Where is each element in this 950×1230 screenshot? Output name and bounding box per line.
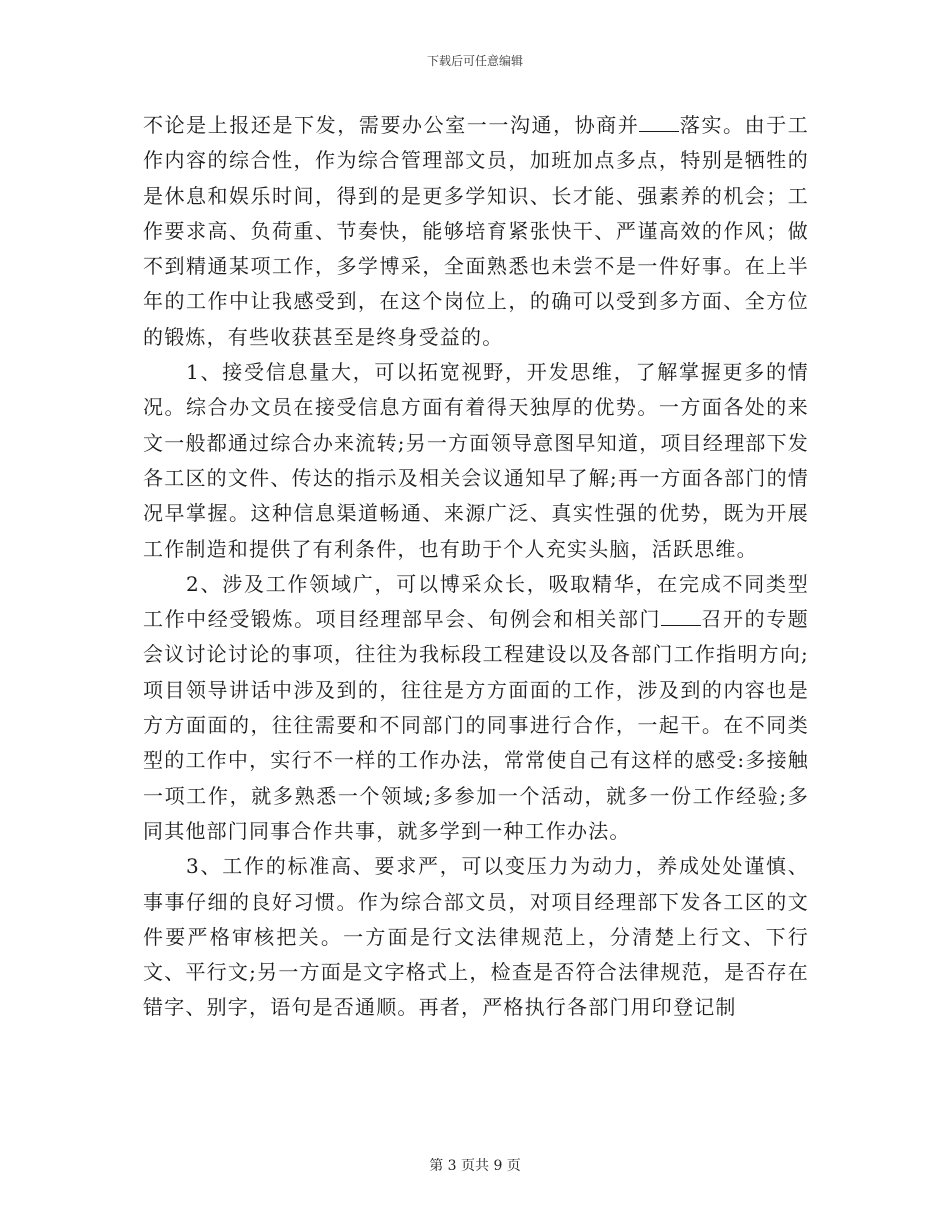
paragraph-item-2-part2: 召开的专题会议讨论讨论的事项，往往为我标段工程建设以及各部门工作指明方向;项目领导讲话中涉及到的，往往是方方面面的工作，涉及到的内容也是方方面面的，往往需要和不同部门的同事进行合作，一起干。在不同类型的工作中，实行不一样的工作办法，常常使自己有这样的感受:多接触一项工作，就多熟悉一个领域;多参加一个活动，就多一份工作经验;多同其他部门同事合作共事，就多学到一种工作办法。: [143, 607, 809, 843]
paragraph-intro-part1: 不论是上报还是下发，需要办公室一一沟通，协商并: [143, 113, 640, 137]
paragraph-intro: [143, 108, 809, 355]
paragraph-item-1: 1、接受信息量大，可以拓宽视野，开发思维，了解掌握更多的情况。综合办文员在接受信息方面有着得天独厚的优势。一方面各处的来文一般都通过综合办来流转;另一方面领导意图早知道，项目经理部下发各工区的文件、传达的指示及相关会议通知早了解;再一方面各部门的情况早掌握。这种信息渠道畅通、来源广泛、真实性强的优势，既为开展工作制造和提供了有利条件，也有助于个人充实头脑，活跃思维。: [143, 360, 809, 561]
paragraph-item-2-part1: 2、涉及工作领域广，可以博采众长，吸取精华，在完成不同类型工作中经受锻炼。项目经理部早会、旬例会和相关部门: [143, 571, 809, 632]
fill-in-blank: [661, 607, 701, 626]
paragraph-item-3: 3、工作的标准高、要求严，可以变压力为动力，养成处处谨慎、事事仔细的良好习惯。作为综合部文员，对项目经理部下发各工区的文件要严格审核把关。一方面是行文法律规范上，分清楚上行文、下行文、平行文;另一方面是文字格式上，检查是否符合法律规范，是否存在错字、别字，语句是否通顺。再者，严格执行各部门用印登记制: [143, 854, 809, 1020]
document-body: [143, 108, 809, 1026]
page-header-note: 下载后可任意编辑: [426, 54, 523, 68]
fill-in-blank: [639, 113, 679, 132]
page-number: 第 3 页共 9 页: [429, 1158, 521, 1174]
paragraph-intro-part2: 落实。由于工作内容的综合性，作为综合管理部文员，加班加点多点，特别是牺牲的是休息和娱乐时间，得到的是更多学知识、长才能、强素养的机会；工作要求高、负荷重、节奏快，能够培育紧张快干、严谨高效的作风；做不到精通某项工作，多学博采，全面熟悉也未尝不是一件好事。在上半年的工作中让我感受到，在这个岗位上，的确可以受到多方面、全方位的锻炼，有些收获甚至是终身受益的。: [143, 113, 809, 349]
paragraph-item-2: [143, 567, 809, 849]
